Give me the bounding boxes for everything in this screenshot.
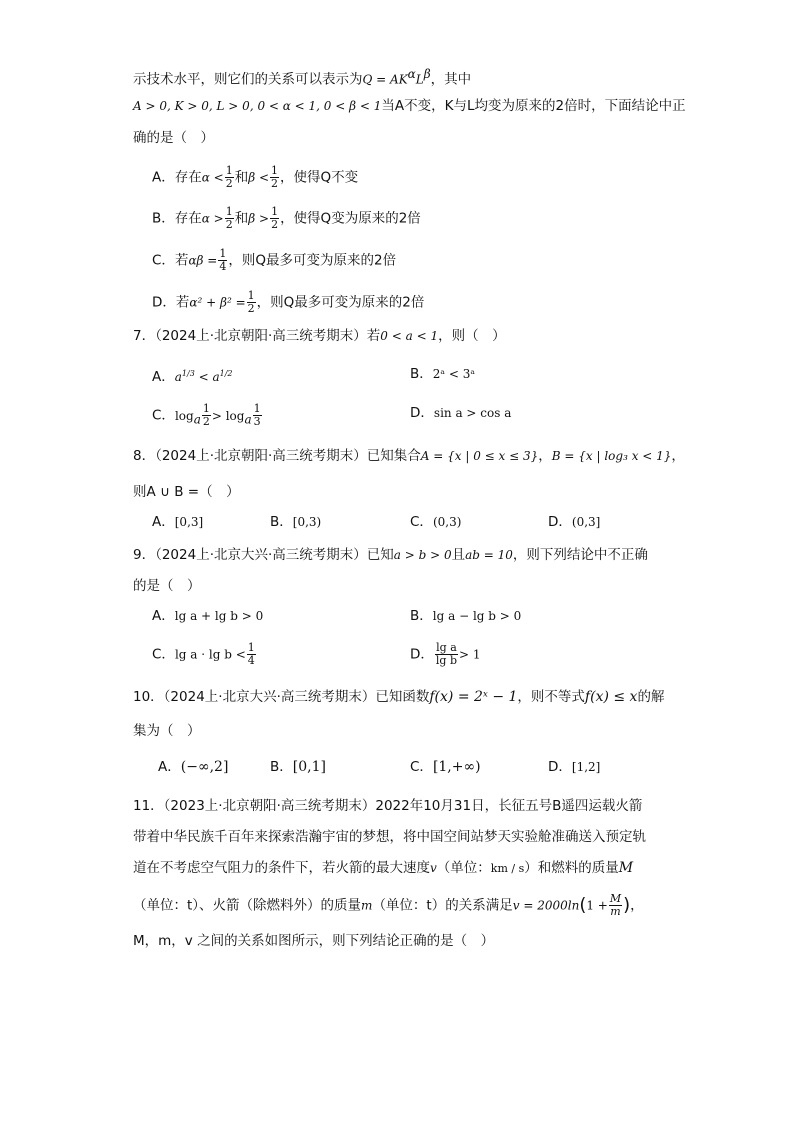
fraction: $\frac{1}{2}$	[225, 205, 233, 231]
q6-option-a[interactable]: A．存在α < $\frac{1}{2}$ 和β < $\frac{1}{2}$ ，使得Q不变	[152, 164, 359, 190]
q8-stem-line2: 则A ∪ B =（ ）	[133, 484, 240, 500]
q9-stem: 9．（2024上·北京大兴·高三统考期末）已知a > b > 0且ab = 10，则下列结论中不正确	[133, 547, 648, 563]
fraction: $\frac{1}{2}$	[271, 205, 279, 231]
q6-option-d[interactable]: D．若α² + β² = $\frac{1}{2}$ ，则Q最多可变为原来的2倍	[152, 289, 425, 315]
q10-option-a[interactable]: A．(−∞,2]	[158, 759, 229, 775]
q11-stem-line3: 道在不考虑空气阻力的条件下，若火箭的最大速度v（单位：km / s）和燃料的质量M	[133, 860, 634, 876]
q6-option-c[interactable]: C．若αβ = $\frac{1}{4}$ ，则Q最多可变为原来的2倍	[152, 247, 397, 273]
fraction: $\frac{\text{lg a}}{\text{lg b}}$	[435, 641, 458, 667]
q8-option-d[interactable]: D．(0,3]	[548, 514, 601, 530]
fraction: $\frac{1}{2}$	[225, 164, 233, 190]
q10-option-c[interactable]: C．[1,+∞)	[410, 759, 481, 775]
q10-option-d[interactable]: D．[1,2]	[548, 759, 601, 775]
q6-option-b[interactable]: B．存在α > $\frac{1}{2}$ 和β > $\frac{1}{2}$ ，使得Q变为原来的2倍	[152, 205, 421, 231]
q10-option-b[interactable]: B．[0,1]	[270, 759, 326, 775]
q11-stem-line4: （单位：t）、火箭（除燃料外）的质量m（单位：t）的关系满足v = 2000ln(1 + $\frac{M}{m}$ )，	[133, 892, 644, 918]
q8-option-b[interactable]: B．[0,3)	[270, 514, 322, 530]
fraction: $\frac{1}{4}$	[247, 641, 255, 667]
q6-stem-line3: 确的是（ ）	[133, 130, 214, 146]
q8-stem: 8．（2024上·北京朝阳·高三统考期末）已知集合A = {x | 0 ≤ x ≤ 3}，B = {x | log₃ x < 1}，	[133, 448, 685, 464]
q10-stem: 10．（2024上·北京大兴·高三统考期末）已知函数f(x) = 2ˣ − 1，则不等式f(x) ≤ x的解	[133, 689, 665, 705]
fraction: $\frac{1}{2}$	[202, 402, 210, 428]
q9-option-d[interactable]: D． $\frac{\text{lg a}}{\text{lg b}}$ > 1	[410, 641, 481, 667]
q7-option-d[interactable]: D．sin a > cos a	[410, 405, 512, 421]
q6-stem-line2: A > 0, K > 0, L > 0, 0 < α < 1, 0 < β < 1当A不变，K与L均变为原来的2倍时，下面结论中正	[133, 98, 686, 114]
q6-stem-line1: 示技术水平，则它们的关系可以表示为$Q = AK^\alpha L^\beta$，其中	[133, 67, 472, 88]
q8-option-c[interactable]: C．(0,3)	[410, 514, 462, 530]
q8-option-a[interactable]: A．[0,3]	[152, 514, 204, 530]
fraction: $\frac{1}{2}$	[271, 164, 279, 190]
q11-stem-line5: M，m，v 之间的关系如图所示，则下列结论正确的是（ ）	[133, 933, 495, 949]
q7-stem: 7．（2024上·北京朝阳·高三统考期末）若0 < a < 1，则（ ）	[133, 328, 506, 344]
fraction: $\frac{1}{3}$	[253, 402, 261, 428]
q10-stem-line2: 集为（ ）	[133, 723, 201, 739]
fraction: $\frac{1}{4}$	[219, 247, 227, 273]
fraction: $\frac{M}{m}$	[609, 892, 622, 918]
q11-stem-line1: 11．（2023上·北京朝阳·高三统考期末）2022年10月31日，长征五号B遥四运载火箭	[133, 798, 643, 814]
q9-stem-line2: 的是（ ）	[133, 578, 201, 594]
q7-option-c[interactable]: C．$\log_a$ $\frac{1}{2}$ > $\log_a$ $\frac{1}{3}$	[152, 402, 261, 428]
q11-stem-line2: 带着中华民族千百年来探索浩瀚宇宙的梦想，将中国空间站梦天实验舱准确送入预定轨	[133, 829, 646, 845]
fraction: $\frac{1}{2}$	[247, 289, 255, 315]
q9-option-b[interactable]: B．lg a − lg b > 0	[410, 608, 522, 624]
q7-option-a[interactable]: A．$a^{1/3} < a^{1/2}$	[152, 369, 233, 385]
q9-option-a[interactable]: A．lg a + lg b > 0	[152, 608, 264, 624]
q7-option-b[interactable]: B．2ᵃ < 3ᵃ	[410, 366, 475, 382]
q9-option-c[interactable]: C．lg a · lg b < $\frac{1}{4}$	[152, 641, 255, 667]
